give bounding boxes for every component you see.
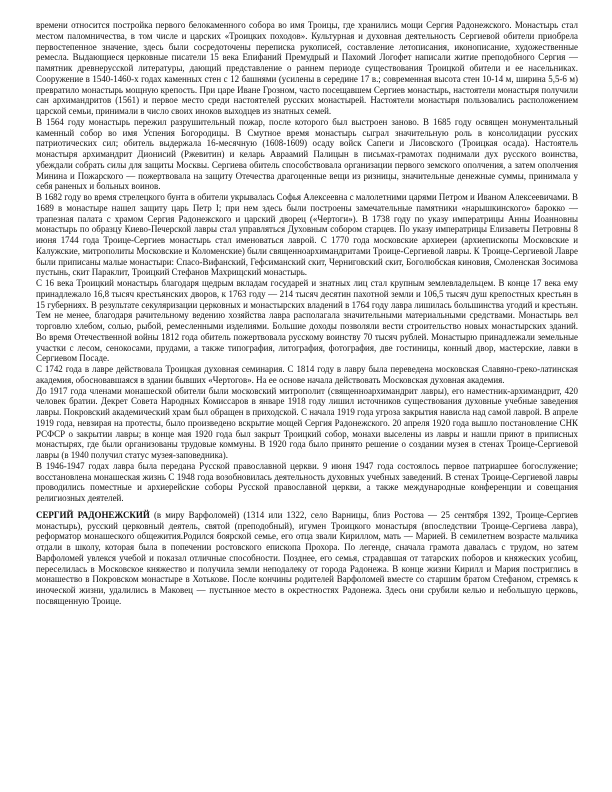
document-page [36,20,578,607]
article-sergius [36,510,578,607]
paragraph-1: времени относится постройка первого белокаменного собора во имя Троицы, где хранились мощи Сергия Радонежского. Монастырь стал местом паломничества, в том числе и царских «Троицких походов». Культурная и духовная деятельность Сергиевой обители приобрела первостепенное значение, здесь были сосредоточены переписка рукописей, составление летописания, иконописание, художественные ремесла. Выдающиеся церковные писатели 15 века Епифаний Премудрый и Пахомий Логофет написали житие преподобного Сергия — памятник древнерусской литературы, дающий представление о раннем периоде существования Троицкой обители и ее насельниках. Сооружение в 1540-1460-х годах каменных стен с 12 башнями (усилены в середине 17 в.; современная высота стен 10-14 м, ширина 5,5-6 м) превратило монастырь мощную крепость. При царе Иване Грозном, часто посещавшем Сергиев монастырь, настоятели монастыря получили сан архимандритов (1561) и первое место среди настоятелей русских монастырей. Настоятели монастыря пользовались расположением царской семьи, принимали в число своих иноков выходцев из знатных семей. [36,20,578,116]
paragraph-4: С 16 века Троицкий монастырь благодаря щедрым вкладам государей и знатных лиц стал крупным землевладельцем. В конце 17 века ему принадлежало 16,8 тысяч крестьянских дворов, к 1763 году — 214 тысяч десятин пахотной земли и 106,5 тысяч душ крепостных крестьян в 15 губерниях. В результате секуляризации церковных и монастырских владений в 1764 году лавра лишилась большинства угодий и крестьян. Тем не менее, благодаря рачительному ведению хозяйства лавра располагала значительными материальными средствами. Монастырь вел торговлю хлебом, солью, рыбой, ремесленными изделиями. Большие доходы позволяли вести строительство новых монастырских зданий. Во время Отечественной войны 1812 года обитель пожертвовала русскому воинству 70 тысяч рублей. Монастырю принадлежали земельные участки с лесом, сенокосами, прудами, а также типография, литография, фотография, две гостиницы, конный двор, мастерские, лавки в Сергиевом Посаде. [36,278,578,364]
paragraph-5: С 1742 года в лавре действовала Троицкая духовная семинария. С 1814 году в лавру была переведена московская Славяно-греко-латинская академия, обосновавшаяся в здании бывших «Чертогов». На ее основе начала действовать Московская духовная академия. [36,364,578,385]
paragraph-7: В 1946-1947 годах лавра была передана Русской православной церкви. 9 июня 1947 года состоялось первое патриаршее богослужение; восстановлена монашеская жизнь С 1948 года возобновилась деятельность духовных учебных заведений. В стенах Троице-Сергиевой лавры проводились поместные и архиерейские соборы Русской православной церкви, а также международные конференции и совещания религиозных деятелей. [36,460,578,503]
paragraph-2: В 1564 году монастырь пережил разрушительный пожар, после которого был выстроен заново. В 1685 году освящен монументальный каменный собор во имя Успения Богородицы. В Смутное время монастырь сыграл значительную роль в консолидации русских патриотических сил; обитель выдержала 16-месячную (1608-1609) осаду войск Сапеги и Лисовского (Троицкая осада). Настоятель монастыря архимандрит Дионисий (Ржевитин) и келарь Авраамий Палицын в письмах-грамотах поднимали дух русского воинства, убеждали собрать силы для защиты Москвы. Сергиева обитель способствовала организации первого земского ополчения, а затем ополчения Минина и Пожарского — пожертвовала на защиту Отечества драгоценные вещи из ризницы, значительные денежные суммы, принимала у себя раненых и больных воинов. [36,116,578,192]
article-body: (в миру Варфоломей) (1314 или 1322, село Варницы, близ Ростова — 25 сентября 1392, Троице-Сергиев монастырь), русский церковный деятель, святой (преподобный), игумен Троицкого монастыря (впоследствии Троице-Сергиева лавра), реформатор монашеского общежития.Родился боярской семье, его отца звали Кириллом, мать — Марией. В семилетнем возрасте мальчика отдали в школу, которая была в попечении ростовского епископа Прохора. По легенде, сначала грамота давалась с трудом, но затем Варфоломей увлекся учебой и показал отличные способности. Позднее, его семья, страдавшая от татарских поборов и княжеских усобиц, переселилась в Московское княжество и получила земли неподалеку от города Радонежа. В конце жизни Кирилл и Мария постриглись в монашество в Покровском монастыре в Хотькове. После кончины родителей Варфоломей вместе со старшим братом Стефаном, стремясь к иноческой жизни, удалились в Маковец — пустынное место в окрестностях Радонежа. Здесь они срубили келью и небольшую церковь, посвященную Троице. [36,509,579,606]
article-heading: СЕРГИЙ РАДОНЕЖСКИЙ [36,509,150,520]
paragraph-3: В 1682 году во время стрелецкого бунта в обители укрывалась Софья Алексеевна с малолетними царями Петром и Иваном Алексеевичами. В 1689 в монастыре нашел защиту царь Петр I; при нем здесь были построены замечательные памятники «нарышкинского» барокко — трапезная палата с храмом Сергия Радонежского и царский дворец («Чертоги»). В 1738 году по указу императрицы Анны Иоанновны монастырь по образцу Киево-Печерской лавры стал управляться Духовным собором старцев. По указу императрицы Елизаветы Петровны 8 июня 1744 года Троице-Сергиев монастырь стал именоваться лаврой. С 1770 года московские архиереи (архиепископы Московские и Калужские, митрополиты Московские и Коломенские) были священноархимандритами Троице-Сергиевой лавры. К Троице-Сергиевой Лавре были приписаны малые монастыри: Спасо-Вифанский, Гефсиманский скит, Черниговский скит, Боголюбская киновия, Смоленская Зосимова пустынь, скит Параклит, Троицкий Стефанов Махрищский монастырь. [36,192,578,278]
paragraph-6: До 1917 года членами монашеской обители были московский митрополит (священноархимандрит лавры), его наместник-архимандрит, 420 человек братии. Декрет Совета Народных Комиссаров в январе 1918 году лишил источников существования духовные учебные заведения лавры. Покровский академический храм был обращен в приходской. С начала 1919 года угроза закрытия нависла над самой лаврой. В апреле 1919 года, невзирая на протесты, было произведено вскрытие мощей Сергия Радонежского. 20 апреля 1920 года вышло постановление СНК РСФСР о закрытии лавры; в конце мая 1920 года был закрыт Троицкий собор, монахи выселены из лавры и нашли приют в приписных монастырях, где были организованы трудовые коммуны. В 1920 года было принято решение о создании музея в стенах Троице-Сергиевой лавры (в 1940 получил статус музея-заповедника). [36,385,578,460]
